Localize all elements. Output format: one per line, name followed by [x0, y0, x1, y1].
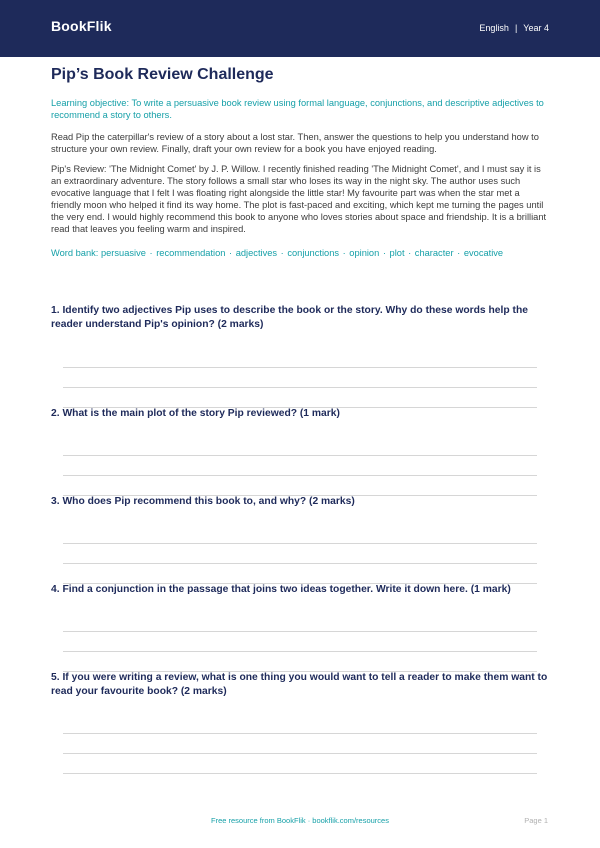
- answer-line[interactable]: [63, 367, 537, 368]
- word-bank-item: persuasive: [100, 248, 146, 258]
- page-title: Pip’s Book Review Challenge: [51, 66, 274, 83]
- answer-line[interactable]: [63, 631, 537, 632]
- header-bar: [0, 0, 600, 57]
- word-bank-label: Word bank:: [51, 248, 99, 258]
- question-text: 4. Find a conjunction in the passage that joins two ideas together. Write it down here. (1 mark): [51, 584, 511, 595]
- question-1: [51, 304, 549, 332]
- answer-line[interactable]: [63, 651, 537, 652]
- page-number: Page 1: [524, 816, 548, 825]
- header-meta: [479, 23, 549, 33]
- word-bank-item: conjunctions: [287, 248, 340, 258]
- learning-objective: Learning objective: To write a persuasive book review using formal language, conjunctions, and descriptive adjectives to recommend a story to others.: [51, 98, 544, 120]
- question-text: 1. Identify two adjectives Pip uses to describe the book or the story. Why do these words help the reader understand Pip's opinion? (2 marks): [51, 305, 528, 330]
- answer-line[interactable]: [63, 455, 537, 456]
- word-bank: Word bank: persuasive · recommendation · adjectives · conjunctions · opinion · plot · character · evocative: [51, 248, 504, 258]
- answer-line[interactable]: [63, 773, 537, 774]
- question-2: [51, 407, 549, 421]
- word-bank-item: plot: [389, 248, 405, 258]
- answer-line[interactable]: [63, 475, 537, 476]
- question-text: 5. If you were writing a review, what is one thing you would want to tell a reader to make them want to read your favourite book? (2 marks): [51, 672, 548, 697]
- answer-line[interactable]: [63, 387, 537, 388]
- question-3: [51, 495, 549, 509]
- word-bank-item: recommendation: [156, 248, 226, 258]
- intro-section: [51, 64, 549, 259]
- word-bank-item: character: [414, 248, 454, 258]
- answer-line[interactable]: [63, 753, 537, 754]
- question-5: [51, 671, 549, 699]
- review-passage: Pip's Review: 'The Midnight Comet' by J. P. Willow. I recently finished reading 'The Midnight Comet', and I must say it is an extraordinary adventure. The story follows a small star who loses its way in the night sky. The author uses such evocative language that I felt I was floating right alongside the little star! My favourite part was when the star met a friendly moon who helped it find its way home. The plot is fast-paced and exciting, which kept me turning the pages until the very end. I would highly recommend this book to anyone who loves stories about space and friendship. It is a brilliant read that leaves you feeling warm and inspired.: [51, 164, 547, 234]
- answer-line[interactable]: [63, 733, 537, 734]
- question-text: 3. Who does Pip recommend this book to, and why? (2 marks): [51, 496, 355, 507]
- question-text: 2. What is the main plot of the story Pip reviewed? (1 mark): [51, 408, 340, 419]
- instructions-text: Read Pip the caterpillar's review of a story about a lost star. Then, answer the questions to help you understand how to structure your own review. Finally, draft your own review for a book you have enjoyed reading.: [51, 132, 539, 154]
- word-bank-item: evocative: [463, 248, 504, 258]
- question-4: [51, 583, 549, 597]
- year-label: Year 4: [523, 22, 549, 33]
- footer-link[interactable]: Free resource from BookFlik · bookflik.com/resources: [211, 816, 389, 825]
- brand-logo: BookFlik: [51, 17, 112, 34]
- answer-line[interactable]: [63, 543, 537, 544]
- meta-separator: |: [514, 22, 518, 33]
- subject-label: English: [479, 22, 509, 33]
- page-footer: [0, 816, 600, 828]
- word-bank-item: opinion: [349, 248, 380, 258]
- answer-line[interactable]: [63, 563, 537, 564]
- word-bank-item: adjectives: [235, 248, 278, 258]
